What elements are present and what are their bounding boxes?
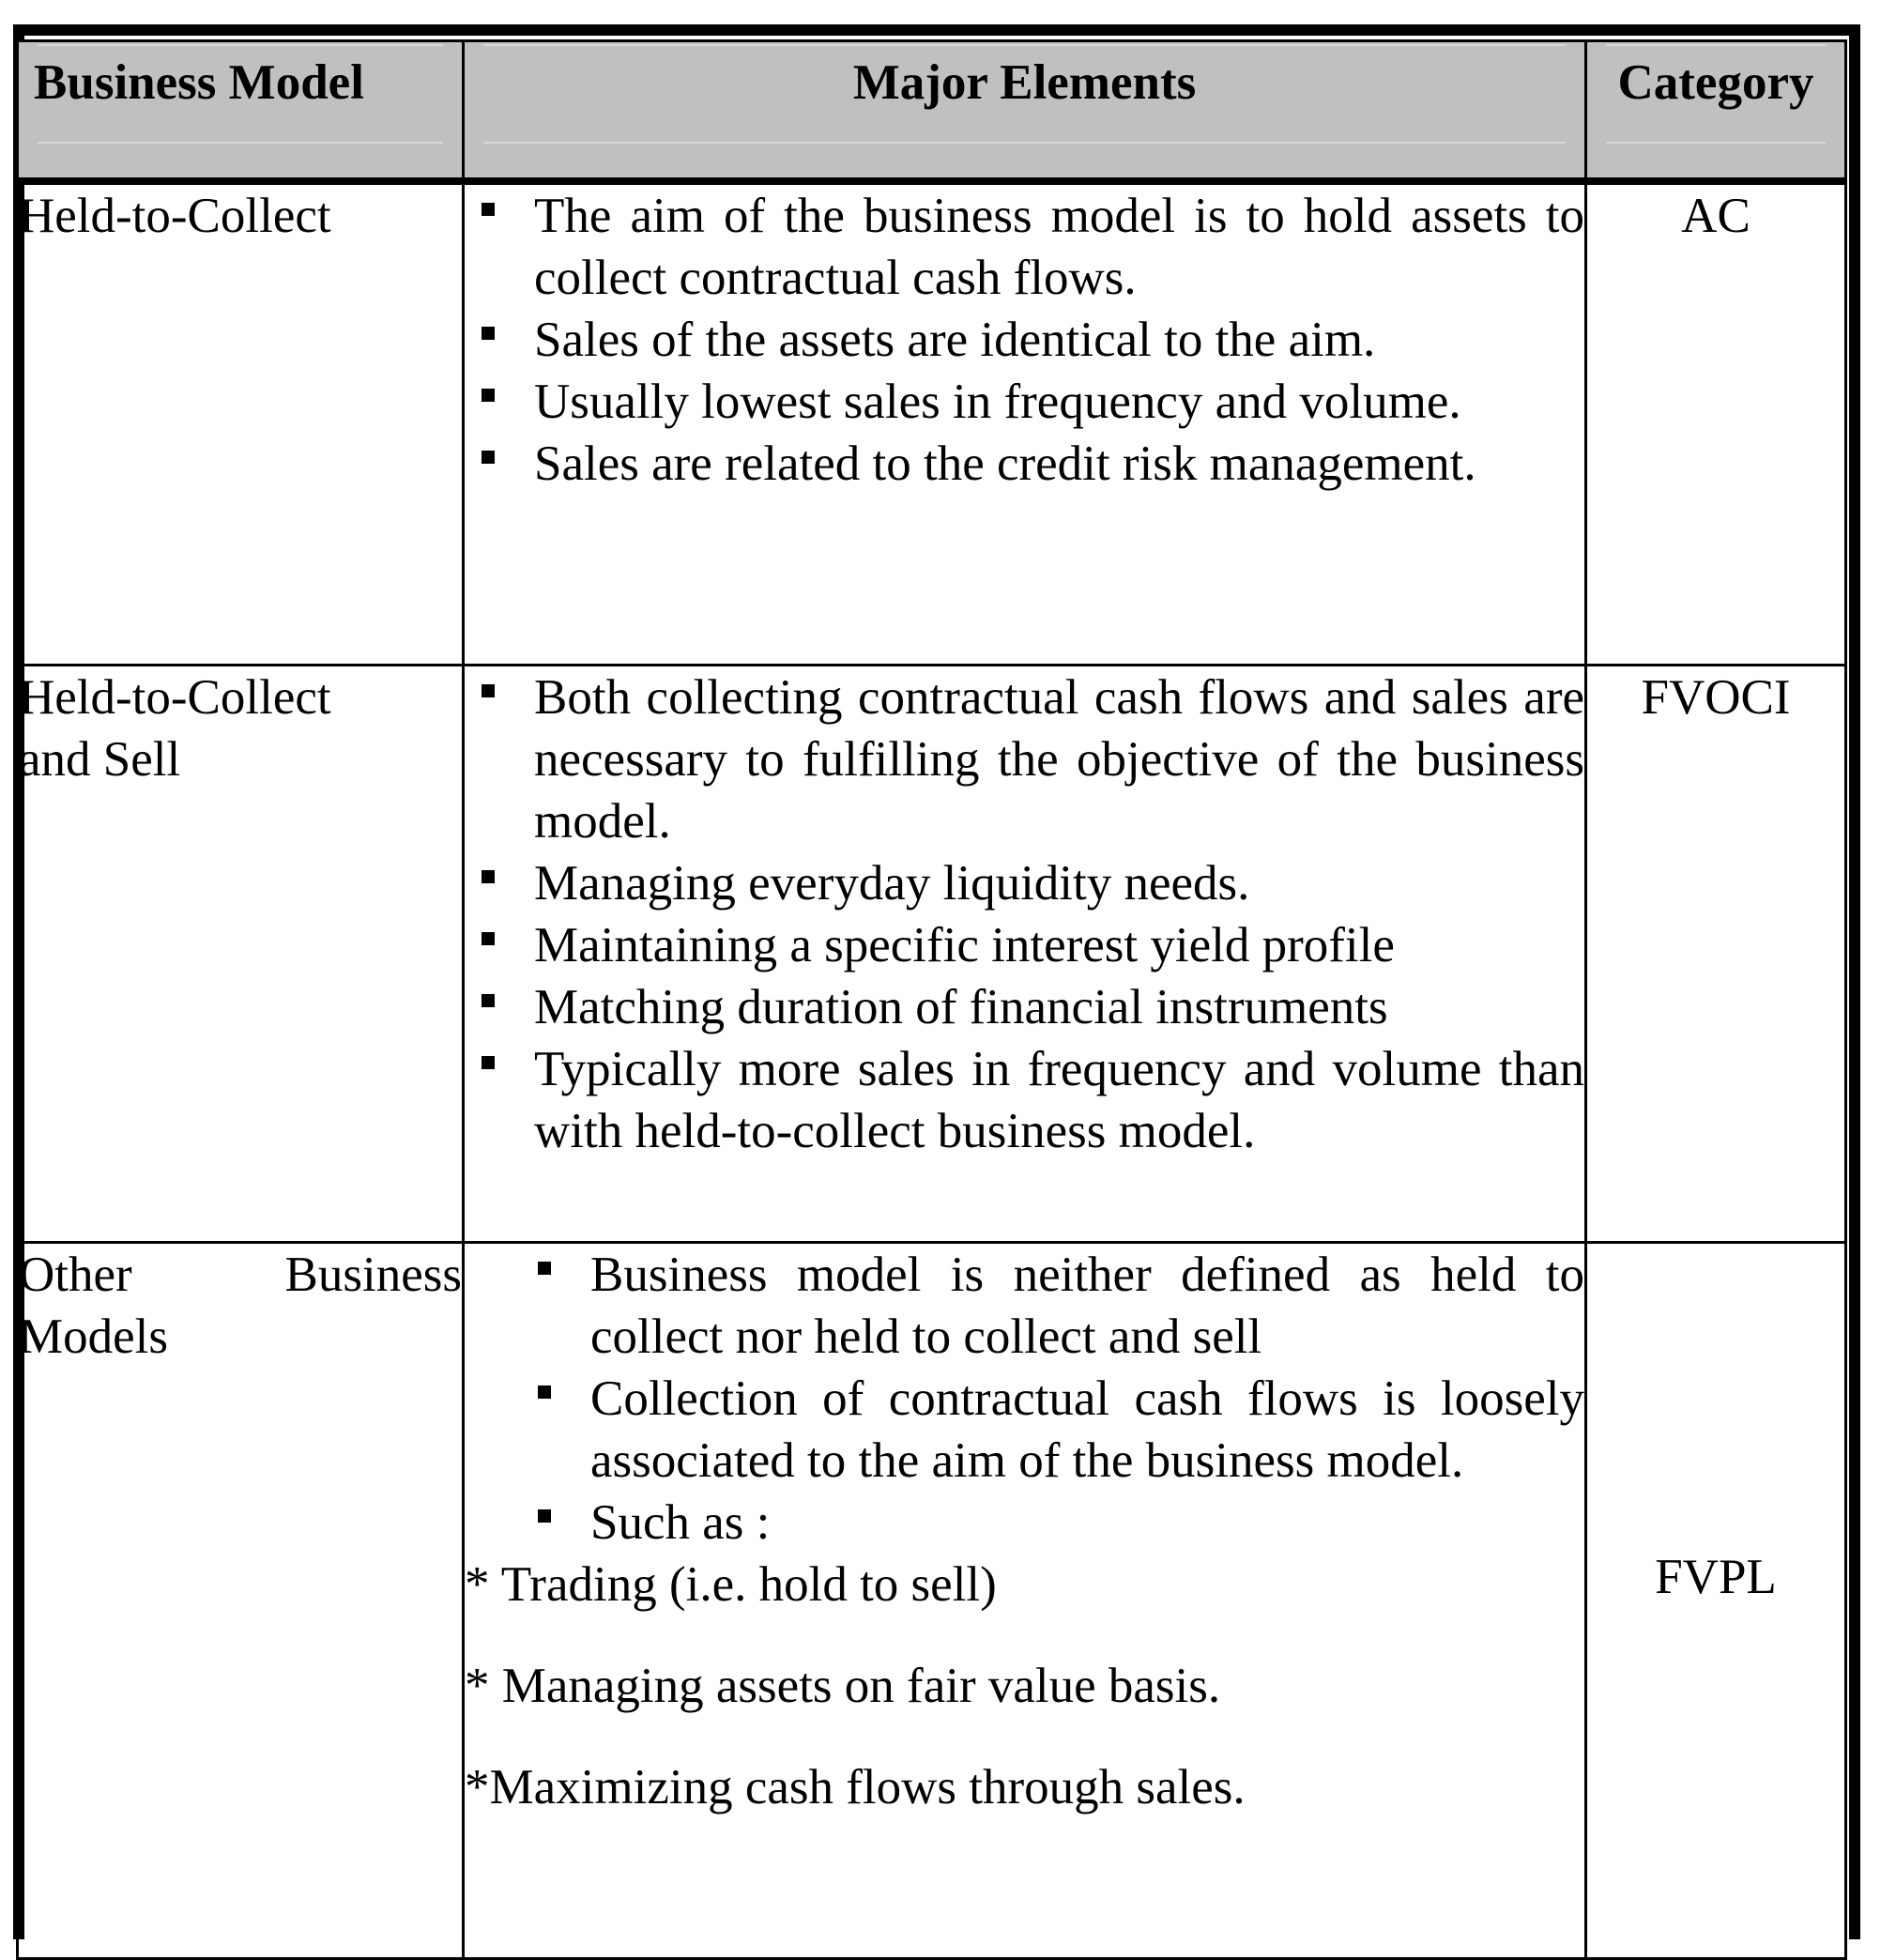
list-item [465,309,1584,371]
business-model-word: Business [284,1248,462,1302]
business-model-table [16,39,1847,1960]
element-text: Typically more sales in frequency and volume than with held-to-collect business model. [534,1042,1584,1158]
list-item [465,852,1584,914]
element-text: Collection of contractual cash flows is loosely associated to the aim of the business model. [590,1371,1584,1488]
list-item [465,1368,1584,1492]
bullet-square-icon [482,389,495,402]
example-item: * Managing assets on fair value basis. [465,1659,1221,1713]
bullet-square-icon [482,684,495,697]
business-model-name: Held-to-Collect [19,189,331,243]
business-model-name: and Sell [19,732,181,787]
element-text: Such as : [590,1495,771,1550]
list-item [465,1038,1584,1162]
header-business-model [18,41,464,182]
element-text: Managing everyday liquidity needs. [534,856,1250,911]
element-text: Sales are related to the credit risk management. [534,436,1476,491]
category-value: FVOCI [1641,670,1791,725]
business-model-name: Held-to-Collect [19,670,331,725]
list-item [465,666,1584,852]
list-item [465,185,1584,309]
elements-list [465,666,1584,1162]
header-decor-line [483,44,1566,46]
business-model-cell [18,181,464,666]
major-elements-cell [464,181,1586,666]
category-value: AC [1681,189,1751,243]
element-text: Matching duration of financial instruments [534,980,1388,1034]
elements-list [465,185,1584,495]
bullet-square-icon [482,932,495,945]
list-item [465,1244,1584,1368]
header-major-elements-label: Major Elements [852,55,1197,110]
header-business-model-label: Business Model [34,55,364,110]
business-model-name-line: Models [19,1309,168,1364]
business-model-cell [18,1243,464,1959]
bullet-square-icon [482,1056,495,1069]
list-item [465,976,1584,1038]
bullet-square-icon [482,203,495,216]
header-decor-line [38,44,443,46]
element-text: Business model is neither defined as held to collect nor held to collect and sell [590,1248,1584,1364]
category-cell [1586,1243,1846,1959]
element-text: Sales of the assets are identical to the aim. [534,313,1376,367]
header-row [18,41,1846,182]
major-elements-cell [464,666,1586,1243]
header-decor-line [1606,142,1826,144]
business-model-word: Other [19,1248,132,1302]
element-text: Maintaining a specific interest yield profile [534,918,1395,972]
element-text: The aim of the business model is to hold assets to collect contractual cash flows. [534,189,1584,305]
bullet-square-icon [482,870,495,883]
list-item [465,914,1584,976]
header-category-label: Category [1617,55,1814,110]
list-item [465,433,1584,495]
category-cell [1586,181,1846,666]
business-model-cell [18,666,464,1243]
major-elements-cell [464,1243,1586,1959]
element-text: Usually lowest sales in frequency and volume. [534,375,1461,429]
example-item: * Trading (i.e. hold to sell) [465,1557,997,1612]
table-row [18,181,1846,666]
element-text: Both collecting contractual cash flows and sales are necessary to fulfilling the objective of the business model. [534,670,1584,849]
category-cell [1586,666,1846,1243]
list-item [465,371,1584,433]
table-row [18,666,1846,1243]
bullet-square-icon [482,994,495,1007]
bullet-square-icon [482,327,495,340]
header-major-elements [464,41,1586,182]
header-decor-line [38,142,443,144]
bullet-square-icon [538,1262,551,1275]
header-category [1586,41,1846,182]
example-item: *Maximizing cash flows through sales. [465,1760,1246,1815]
bullet-square-icon [538,1386,551,1399]
elements-list [465,1244,1584,1554]
category-value: FVPL [1655,1550,1777,1604]
list-item [465,1492,1584,1554]
bullet-square-icon [482,451,495,464]
header-decor-line [483,142,1566,144]
business-model-name-line [19,1244,462,1306]
header-decor-line [1606,44,1826,46]
table-row [18,1243,1846,1959]
bullet-square-icon [538,1509,551,1523]
